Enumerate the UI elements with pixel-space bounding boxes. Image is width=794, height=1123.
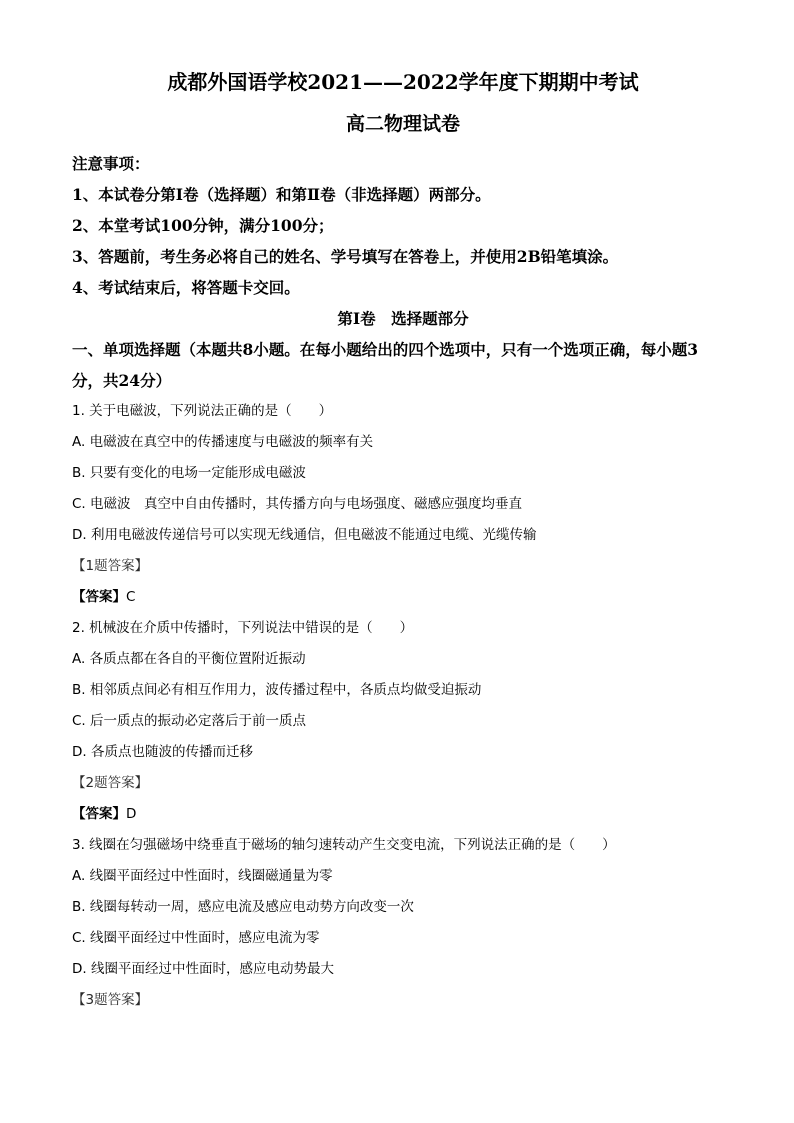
answer-tag: 【答案】 [72,589,126,605]
question-option: C. 线圈平面经过中性面时，感应电流为零 [72,930,320,946]
answer-value: C [126,589,136,605]
question-option: B. 只要有变化的电场一定能形成电磁波 [72,465,306,481]
section-intro: 分，共24分） [72,371,172,390]
notes-item: 3、答题前，考生务必将自己的姓名、学号填写在答卷上，并使用2B铅笔填涂。 [72,247,619,266]
question-option: A. 各质点都在各自的平衡位置附近振动 [72,651,306,667]
answer-heading: 【2题答案】 [72,775,149,791]
question-option: C. 电磁波 真空中自由传播时，其传播方向与电场强度、磁感应强度均垂直 [72,496,523,512]
question-option: B. 相邻质点间必有相互作用力，波传播过程中，各质点均做受迫振动 [72,682,482,698]
question-3 [72,830,734,1016]
notes-item: 2、本堂考试100分钟，满分100分； [72,216,334,235]
question-stem: 1. 关于电磁波，下列说法正确的是（ ） [72,403,333,419]
question-option: A. 电磁波在真空中的传播速度与电磁波的频率有关 [72,434,374,450]
question-option: C. 后一质点的振动必定落后于前一质点 [72,713,307,729]
question-stem: 2. 机械波在介质中传播时，下列说法中错误的是（ ） [72,620,414,636]
answer-heading: 【1题答案】 [72,558,149,574]
question-option: D. 各质点也随波的传播而迁移 [72,744,253,760]
exam-notes [72,148,734,303]
section-intro: 一、单项选择题（本题共8小题。在每小题给出的四个选项中，只有一个选项正确，每小题3 [72,340,699,359]
exam-subtitle: 高二物理试卷 [345,113,460,135]
answer-value: D [126,806,137,822]
answer-heading: 【3题答案】 [72,992,149,1008]
question-1 [72,396,734,613]
notes-item: 1、本试卷分第I卷（选择题）和第Ⅱ卷（非选择题）两部分。 [72,185,491,204]
question-2 [72,613,734,830]
exam-title: 成都外国语学校2021——2022学年度下期期中考试 [167,70,639,94]
section-title: 第I卷 选择题部分 [337,309,469,328]
question-option: D. 利用电磁波传递信号可以实现无线通信，但电磁波不能通过电缆、光缆传输 [72,527,537,543]
answer-tag: 【答案】 [72,806,126,822]
notes-item: 4、考试结束后，将答题卡交回。 [72,278,300,297]
answer-line [72,799,734,830]
question-option: D. 线圈平面经过中性面时，感应电动势最大 [72,961,334,977]
notes-heading: 注意事项： [72,154,150,173]
question-option: B. 线圈每转动一周，感应电流及感应电动势方向改变一次 [72,899,414,915]
question-option: A. 线圈平面经过中性面时，线圈磁通量为零 [72,868,333,884]
question-stem: 3. 线圈在匀强磁场中绕垂直于磁场的轴匀速转动产生交变电流，下列说法正确的是（ ） [72,837,616,853]
answer-line [72,582,734,613]
